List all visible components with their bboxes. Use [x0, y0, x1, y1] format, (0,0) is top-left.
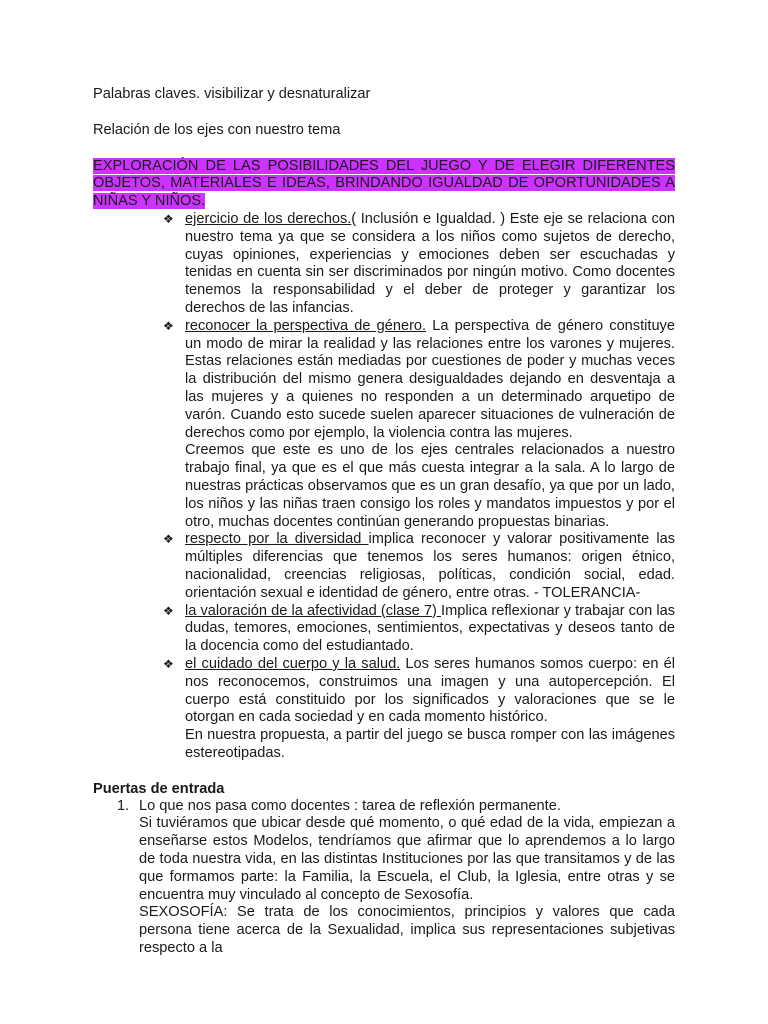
diamond-bullet-icon: ❖: [163, 211, 174, 226]
bullet-title: respecto por la diversidad: [185, 531, 369, 548]
diamond-bullet-icon: ❖: [163, 603, 174, 618]
item-paragraph: Si tuviéramos que ubicar desde qué momento, o qué edad de la vida, empiezan a enseñarse estos Modelos, tendríamos que afirmar que lo aprendemos a lo largo de toda nuestra vida, en las distintas Instituciones por las que transitamos y de las que formamos parte: la Familia, la Escuela, el Club, la Iglesia, entre otras y se encuentra muy vinculado al concepto de Sexosofía.: [139, 815, 675, 903]
section-heading: Puertas de entrada: [93, 780, 225, 797]
item-number: 1.: [117, 797, 130, 814]
bullet-item: [93, 211, 675, 318]
highlighted-title: [93, 158, 675, 211]
diamond-bullet-icon: ❖: [163, 318, 174, 333]
bullet-text: La perspectiva de género constituye un modo de mirar la realidad y las relaciones entre los varones y mujeres. Estas relaciones están mediadas por cuestiones de poder y muchas veces la distribución del mismo genera desigualdades dejando en desventaja a las mujeres y a quienes no responden a un determinado arquetipo de varón. Cuando esto sucede suelen aparecer situaciones de vulneración de derechos como por ejemplo, la violencia contra las mujeres.: [185, 317, 675, 441]
bullet-item: [93, 531, 675, 602]
bullet-text: implica reconocer y valorar positivamente las múltiples diferencias que tenemos los seres humanos: origen étnico, nacionalidad, creencias religiosas, políticas, condición social, edad. orientación sexual e identidad de género, entre otras. - TOLERANCIA-: [185, 531, 675, 601]
item-first-line: Lo que nos pasa como docentes : tarea de reflexión permanente.: [139, 797, 561, 814]
bullet-title: ejercicio de los derechos.: [185, 210, 352, 227]
bullet-title: el cuidado del cuerpo y la salud.: [185, 655, 401, 672]
numbered-item: [93, 798, 675, 958]
bullet-item: [93, 656, 675, 763]
bullet-text: Implica reflexionar y trabajar con las dudas, temores, emociones, sentimientos, expectativas y deseos tanto de la docencia como del estudiantado.: [185, 602, 675, 655]
diamond-bullet-icon: ❖: [163, 656, 174, 671]
bullet-text: ( Inclusión e Igualdad. ) Este eje se relaciona con nuestro tema ya que se considera a los niños como sujetos de derecho, cuyas opiniones, experiencias y emociones deben ser escuchadas y tenidas en cuenta sin ser discriminados por ningún motivo. Como docentes tenemos la responsabilidad y el deber de proteger y garantizar los derechos de las infancias.: [185, 210, 675, 316]
keywords-line: Palabras claves. visibilizar y desnaturalizar: [93, 86, 371, 102]
diamond-bullet-icon: ❖: [163, 532, 174, 547]
document-page: [93, 86, 675, 958]
bullet-title: la valoración de la afectividad (clase 7): [185, 602, 442, 619]
axes-bullet-list: [93, 211, 675, 763]
highlighted-text: EXPLORACIÓN DE LAS POSIBILIDADES DEL JUEGO Y DE ELEGIR DIFERENTES OBJETOS, MATERIALES E IDEAS, BRINDANDO IGUALDAD DE OPORTUNIDADES A NIÑAS Y NIÑOS.: [93, 157, 675, 210]
axes-relation-line: Relación de los ejes con nuestro tema: [93, 121, 341, 138]
numbered-list: [93, 798, 675, 958]
bullet-paragraph: En nuestra propuesta, a partir del juego se busca romper con las imágenes estereotipadas.: [185, 727, 675, 761]
bullet-text: Los seres humanos somos cuerpo: en él nos reconocemos, construimos una imagen y una autopercepción. El cuerpo está constituido por los significados y valoraciones que se le otorgan en cada sociedad y en cada momento histórico.: [185, 655, 675, 726]
bullet-paragraph: Creemos que este es uno de los ejes centrales relacionados a nuestro trabajo final, ya que es el que más cuesta integrar a la sala. A lo largo de nuestras prácticas observamos que es un gran desafío, ya que por un lado, los niños y las niñas traen consigo los roles y mandatos impuestos y por el otro, muchas docentes continúan generando propuestas binarias.: [185, 442, 675, 530]
bullet-item: [93, 603, 675, 656]
bullet-item: [93, 318, 675, 532]
item-paragraph: SEXOSOFÍA: Se trata de los conocimientos, principios y valores que cada persona tiene acerca de la Sexualidad, implica sus representaciones subjetivas respecto a la: [139, 904, 675, 957]
bullet-title: reconocer la perspectiva de género.: [185, 317, 427, 334]
